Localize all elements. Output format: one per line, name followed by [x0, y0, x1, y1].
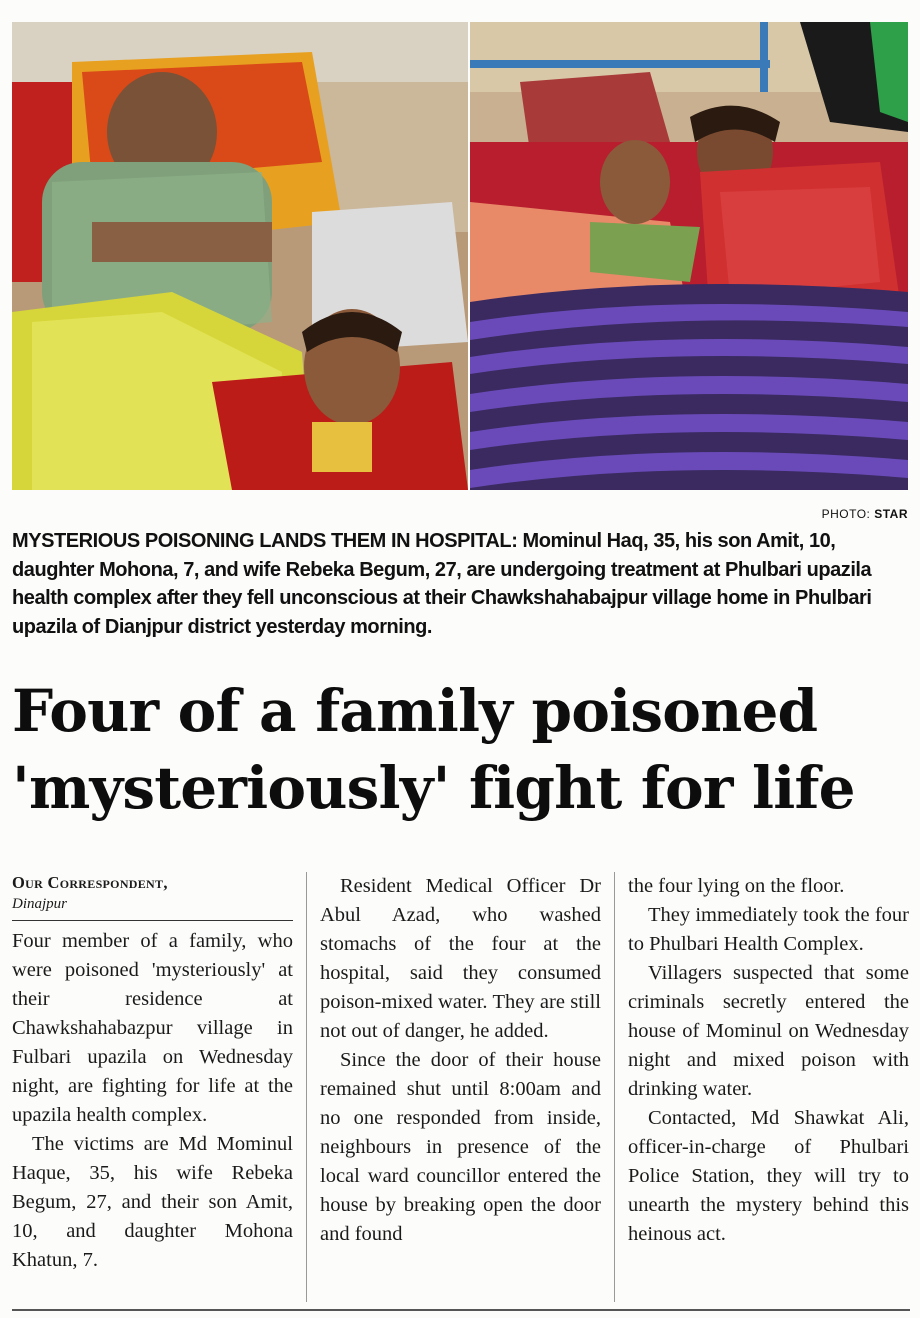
body-paragraph: Villagers suspected that some criminals secretly entered the house of Mominul on Wednesday night and mixed poison with drinking water. — [628, 962, 909, 1100]
column-divider — [614, 872, 615, 1302]
body-paragraph: Contacted, Md Shawkat Ali, officer-in-charge of Phulbari Police Station, they will try to unearth the mystery behind this heinous act. — [628, 1107, 909, 1245]
bottom-rule — [12, 1309, 910, 1311]
photo-mother-and-daughter — [470, 22, 908, 490]
body-paragraph: Since the door of their house remained shut until 8:00am and no one responded from inside, neighbours in presence of the local ward councillor entered the house by breaking open the door and found — [320, 1049, 601, 1245]
headline — [12, 673, 910, 827]
headline-line-2: 'mysteriously' fight for life — [12, 754, 855, 822]
body-paragraph: Resident Medical Officer Dr Abul Azad, who washed stomachs of the four at the hospital, said they consumed poison-mixed water. They are still not out of danger, he added. — [320, 875, 601, 1042]
photo-credit-label: PHOTO: — [821, 507, 871, 521]
caption-lead: MYSTERIOUS POISONING LANDS THEM IN HOSPITAL: — [12, 530, 518, 552]
column-divider — [306, 872, 307, 1302]
body-paragraph: They immediately took the four to Phulbari Health Complex. — [628, 904, 909, 955]
byline-place: Dinajpur — [12, 894, 293, 921]
article-column-1 — [12, 872, 293, 1275]
photo-credit — [822, 507, 908, 521]
headline-line-1: Four of a family poisoned — [12, 677, 818, 745]
photo-credit-source: STAR — [874, 507, 908, 521]
photo-caption — [12, 527, 910, 641]
body-paragraph-continued: the four lying on the floor. — [628, 875, 845, 897]
body-paragraph: Four member of a family, who were poisoned 'mysteriously' at their residence at Chawkshahabazpur village in Fulbari upazila on Wednesday night, are fighting for life at the upazila health complex. — [12, 930, 293, 1126]
body-paragraph: The victims are Md Mominul Haque, 35, his wife Rebeka Begum, 27, and their son Amit, 10, and daughter Mohona Khatun, 7. — [12, 1133, 293, 1271]
photo-father-and-son — [12, 22, 468, 490]
article-column-2 — [320, 872, 601, 1249]
byline-name: Our Correspondent, — [12, 873, 168, 892]
article-column-3 — [628, 872, 909, 1249]
caption-text: Mominul Haq, 35, his son Amit, 10, daughter Mohona, 7, and wife Rebeka Begum, 27, are undergoing treatment at Phulbari upazila health complex after they fell unconscious at their Chawkshahabajpur village home in Phulbari upazila of Dianjpur district yesterday morning. — [12, 530, 872, 638]
